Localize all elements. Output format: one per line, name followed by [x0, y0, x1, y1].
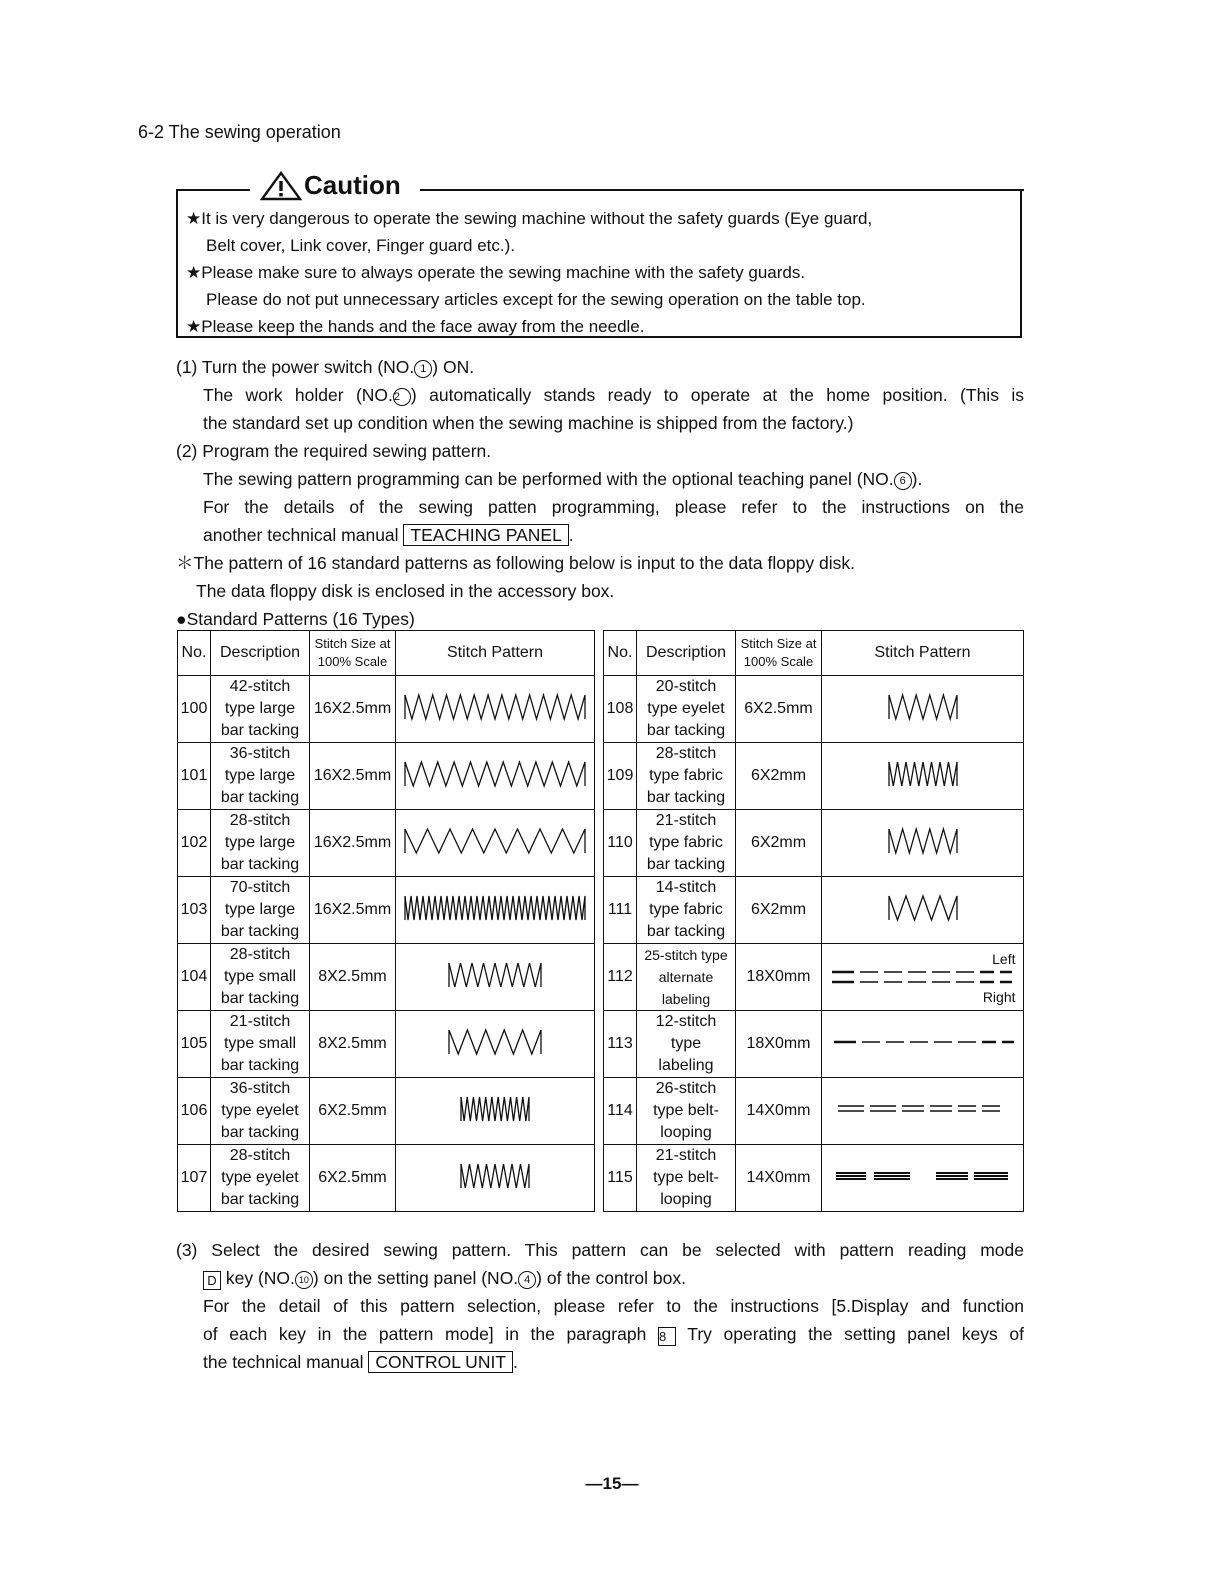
pattern-description: 36-stitch type large bar tacking	[211, 743, 310, 810]
stitch-size: 14X0mm	[736, 1078, 822, 1145]
stitch-size: 14X0mm	[736, 1145, 822, 1212]
left-label: Left	[992, 951, 1016, 967]
teaching-panel-manual-ref: TEACHING PANEL	[403, 524, 568, 546]
pattern-description: 36-stitch type eyelet bar tacking	[211, 1078, 310, 1145]
pattern-row	[604, 1145, 1024, 1212]
stitch-size: 16X2.5mm	[310, 743, 396, 810]
pattern-description: 28-stitch type fabric bar tacking	[637, 743, 736, 810]
stitch-pattern	[822, 1145, 1024, 1212]
pattern-number: 111	[604, 877, 637, 944]
pattern-row	[604, 743, 1024, 810]
stitch-size: 6X2.5mm	[310, 1078, 396, 1145]
pattern-number: 108	[604, 676, 637, 743]
pattern-number: 102	[178, 810, 211, 877]
right-label: Right	[982, 989, 1016, 1005]
pattern-description: 42-stitch type large bar tacking	[211, 676, 310, 743]
stitch-size: 18X0mm	[736, 1011, 822, 1078]
pattern-description: 21-stitch type belt- looping	[637, 1145, 736, 1212]
stitch-pattern-icon	[458, 1093, 532, 1125]
header-no: No.	[178, 631, 211, 676]
pattern-row	[604, 944, 1024, 1011]
pattern-number: 100	[178, 676, 211, 743]
pattern-description: 20-stitch type eyelet bar tacking	[637, 676, 736, 743]
step-3-line-2: D key (NO. 10 ) on the setting panel (NO. 4 ) of the control box.	[176, 1264, 1024, 1292]
stitch-size: 16X2.5mm	[310, 810, 396, 877]
pattern-description: 26-stitch type belt- looping	[637, 1078, 736, 1145]
stitch-size: 6X2mm	[736, 743, 822, 810]
floppy-note-1: ＊The pattern of 16 standard patterns as following below is input to the data floppy disk.	[176, 553, 856, 573]
stitch-size: 6X2.5mm	[310, 1145, 396, 1212]
stitch-pattern-icon	[886, 892, 960, 924]
zigzag-stitch-line	[449, 963, 541, 987]
stitch-pattern-icon	[886, 825, 960, 857]
pattern-description: 14-stitch type fabric bar tacking	[637, 877, 736, 944]
pattern-row	[178, 1011, 595, 1078]
header-description: Description	[637, 631, 736, 676]
stitch-pattern	[822, 810, 1024, 877]
stitch-pattern	[396, 1078, 595, 1145]
caution-title-text: Caution	[304, 170, 401, 200]
step-2-line-3: For the details of the sewing patten programming, please refer to the instructions on the	[203, 497, 1024, 517]
caution-bullet-1: ★It is very dangerous to operate the sewing machine without the safety guards (Eye guard,	[186, 209, 873, 228]
pattern-description: 25-stitch type alternate labeling	[637, 944, 736, 1011]
pattern-number: 112	[604, 944, 637, 1011]
stitch-pattern-icon	[886, 758, 960, 790]
stitch-pattern	[822, 743, 1024, 810]
step-2-line-4: another technical manual TEACHING PANEL .	[203, 525, 574, 545]
paragraph-8-key: 8	[658, 1327, 676, 1346]
zigzag-stitch-line	[405, 762, 585, 786]
pattern-row	[178, 1078, 595, 1145]
caution-bullet-1-cont: Belt cover, Link cover, Finger guard etc.).	[206, 236, 515, 255]
stitch-pattern	[822, 1011, 1024, 1078]
stitch-pattern-icon	[402, 892, 588, 924]
stitch-pattern-icon	[446, 959, 544, 991]
pattern-number: 110	[604, 810, 637, 877]
caution-bullet-2: ★Please make sure to always operate the sewing machine with the safety guards.	[186, 263, 806, 282]
pattern-description: 21-stitch type small bar tacking	[211, 1011, 310, 1078]
stitch-pattern	[396, 944, 595, 1011]
pattern-description: 28-stitch type eyelet bar tacking	[211, 1145, 310, 1212]
pattern-number: 105	[178, 1011, 211, 1078]
step-2-line-2: The sewing pattern programming can be performed with the optional teaching panel (NO. 6 ).	[203, 469, 923, 489]
pattern-number: 107	[178, 1145, 211, 1212]
stitch-size: 6X2mm	[736, 810, 822, 877]
pattern-number: 106	[178, 1078, 211, 1145]
header-stitch-size: Stitch Size at 100% Scale	[310, 631, 396, 676]
step-3-line-5: the technical manual CONTROL UNIT .	[203, 1352, 518, 1372]
pattern-number: 104	[178, 944, 211, 1011]
straight-stitch-pattern-icon	[832, 1033, 1014, 1051]
pattern-number: 114	[604, 1078, 637, 1145]
zigzag-stitch-line	[889, 762, 957, 786]
zigzag-stitch-line	[889, 829, 957, 853]
pattern-row	[178, 1145, 595, 1212]
step-3-line-1: (3) Select the desired sewing pattern. This pattern can be selected with pattern reading mode	[176, 1240, 1024, 1260]
stitch-pattern	[396, 1011, 595, 1078]
zigzag-stitch-line	[449, 1030, 541, 1054]
stitch-pattern	[822, 944, 1024, 1011]
pattern-description: 28-stitch type large bar tacking	[211, 810, 310, 877]
straight-stitch-pattern-icon	[832, 1100, 1014, 1118]
stitch-pattern-icon	[886, 691, 960, 723]
d-key: D	[203, 1271, 221, 1290]
pattern-row	[178, 944, 595, 1011]
stitch-pattern	[396, 743, 595, 810]
pattern-description: 12-stitch type labeling	[637, 1011, 736, 1078]
pattern-number: 103	[178, 877, 211, 944]
stitch-pattern	[396, 810, 595, 877]
zigzag-stitch-line	[461, 1097, 529, 1121]
caution-bullet-3: ★Please keep the hands and the face away from the needle.	[186, 317, 645, 336]
pattern-row	[604, 877, 1024, 944]
floppy-note-2: The data floppy disk is enclosed in the accessory box.	[196, 581, 615, 601]
pattern-row	[604, 1011, 1024, 1078]
caution-bullet-2-cont: Please do not put unnecessary articles except for the sewing operation on the table top.	[206, 290, 866, 309]
pattern-description: 21-stitch type fabric bar tacking	[637, 810, 736, 877]
stitch-pattern-icon	[402, 758, 588, 790]
pattern-number: 101	[178, 743, 211, 810]
patterns-table-left	[177, 630, 595, 1212]
stitch-pattern	[396, 1145, 595, 1212]
stitch-pattern-icon	[402, 691, 588, 723]
stitch-pattern-icon	[402, 825, 588, 857]
section-title: 6-2 The sewing operation	[138, 122, 341, 142]
pattern-number: 109	[604, 743, 637, 810]
pattern-row	[604, 1078, 1024, 1145]
stitch-size: 8X2.5mm	[310, 1011, 396, 1078]
header-description: Description	[211, 631, 310, 676]
step-1: (1) Turn the power switch (NO. 1 ) ON.	[176, 357, 475, 377]
step-3	[176, 1236, 1024, 1376]
pattern-row	[604, 810, 1024, 877]
step-1-line-2: The work holder (NO.2 ) automatically stands ready to operate at the home position. (This is	[203, 385, 1024, 405]
header-no: No.	[604, 631, 637, 676]
pattern-row	[178, 810, 595, 877]
pattern-number: 115	[604, 1145, 637, 1212]
zigzag-stitch-line	[405, 829, 585, 853]
step-3-line-4: of each key in the pattern mode] in the paragraph 8 Try operating the setting panel keys of	[203, 1324, 1024, 1344]
stitch-size: 18X0mm	[736, 944, 822, 1011]
zigzag-stitch-line	[405, 896, 585, 920]
standard-patterns-heading: ●Standard Patterns (16 Types)	[176, 609, 415, 629]
stitch-pattern	[822, 877, 1024, 944]
page-number: —15—	[585, 1474, 639, 1493]
alternate-labeling-pattern	[828, 949, 1018, 1005]
control-unit-manual-ref: CONTROL UNIT	[368, 1351, 513, 1373]
stitch-pattern-icon	[446, 1026, 544, 1058]
stitch-pattern-icon	[458, 1160, 532, 1192]
pattern-row	[178, 743, 595, 810]
step-2: (2) Program the required sewing pattern.	[176, 441, 492, 461]
stitch-pattern	[822, 676, 1024, 743]
zigzag-stitch-line	[461, 1164, 529, 1188]
header-stitch-pattern: Stitch Pattern	[396, 631, 595, 676]
header-stitch-size: Stitch Size at 100% Scale	[736, 631, 822, 676]
pattern-row	[178, 676, 595, 743]
pattern-description: 70-stitch type large bar tacking	[211, 877, 310, 944]
steps-1-2	[176, 353, 1024, 633]
caution-box	[176, 189, 1022, 338]
stitch-size: 16X2.5mm	[310, 676, 396, 743]
header-stitch-pattern: Stitch Pattern	[822, 631, 1024, 676]
stitch-size: 6X2.5mm	[736, 676, 822, 743]
zigzag-stitch-line	[889, 695, 957, 719]
stitch-pattern	[396, 877, 595, 944]
pattern-description: 28-stitch type small bar tacking	[211, 944, 310, 1011]
stitch-pattern	[822, 1078, 1024, 1145]
zigzag-stitch-line	[889, 896, 957, 920]
pattern-row	[178, 877, 595, 944]
zigzag-stitch-line	[405, 695, 585, 719]
step-3-line-3: For the detail of this pattern selection, please refer to the instructions [5.Display and function	[203, 1296, 1024, 1316]
stitch-size: 16X2.5mm	[310, 877, 396, 944]
pattern-number: 113	[604, 1011, 637, 1078]
stitch-size: 8X2.5mm	[310, 944, 396, 1011]
pattern-row	[604, 676, 1024, 743]
patterns-table-right	[603, 630, 1024, 1212]
stitch-pattern	[396, 676, 595, 743]
straight-stitch-pattern-icon	[832, 1167, 1014, 1185]
step-1-line-3: the standard set up condition when the sewing machine is shipped from the factory.)	[203, 413, 854, 433]
stitch-size: 6X2mm	[736, 877, 822, 944]
